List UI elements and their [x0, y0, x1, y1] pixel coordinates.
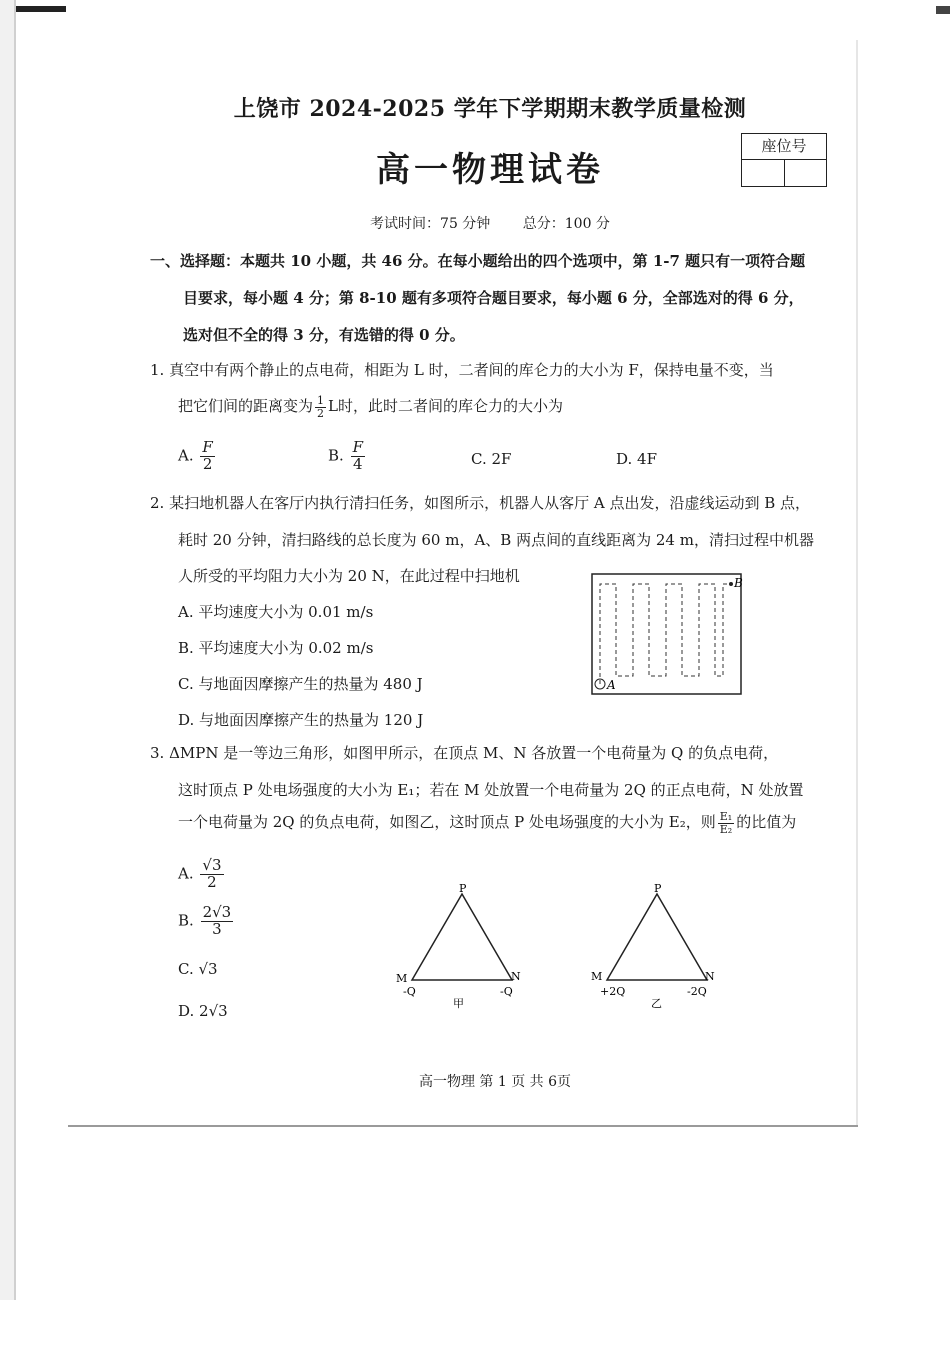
scan-top-mark	[16, 6, 66, 12]
figure-caption: 乙	[651, 997, 662, 1010]
exam-info	[0, 213, 950, 233]
q3-figure-yi	[585, 880, 735, 1010]
vertex-m-label: M	[396, 972, 408, 985]
exam-time: 考试时间：75 分钟	[370, 216, 491, 232]
charge-n-label: -2Q	[687, 985, 707, 998]
scan-right-mark	[936, 6, 950, 14]
q3-stem-line-3: 一个电荷量为 2Q 的负点电荷，如图乙，这时顶点 P 处电场强度的大小为 E₂，则 $\frac{\text{E₁}}{\text{E₂}}$ 的比值为	[178, 810, 797, 836]
q1-option-d: D. 4F	[616, 450, 657, 468]
vertex-m-label: M	[591, 970, 603, 983]
q2-option-b: B. 平均速度大小为 0.02 m/s	[178, 639, 374, 657]
robot-path	[600, 584, 731, 684]
section-instructions-line-1: 一、选择题：本题共 10 小题，共 46 分。在每小题给出的四个选项中，第 1-7 题只有一项符合题	[150, 252, 806, 270]
exam-title: 高一物理试卷	[376, 150, 604, 190]
q3-option-b: B. $\frac{2√3}{3}$	[178, 903, 232, 938]
section-instructions-line-3: 选对但不全的得 3 分，有选错的得 0 分。	[183, 326, 465, 344]
q3-ratio-fraction: $\frac{\text{E₁}}{\text{E₂}}$	[719, 810, 733, 836]
q1-option-c: C. 2F	[471, 450, 512, 468]
page-right-edge	[856, 40, 858, 1125]
point-a-label: A	[607, 678, 616, 692]
q3-option-a: A. $\frac{√3}{2}$	[178, 856, 222, 891]
seat-number-box	[741, 133, 827, 187]
charge-m-label: -Q	[403, 985, 416, 998]
q2-stem-line-1: 2. 某扫地机器人在客厅内执行清扫任务，如图所示，机器人从客厅 A 点出发，沿虚线运动到 B 点，	[150, 494, 811, 512]
q2-stem-line-2: 耗时 20 分钟，清扫路线的总长度为 60 m，A、B 两点间的直线距离为 24 m，清扫过程中机器	[178, 531, 814, 549]
page-bottom-edge	[68, 1125, 858, 1127]
seat-number-cells	[742, 160, 826, 186]
vertex-p-label: P	[459, 882, 467, 895]
q2-robot-path-figure	[590, 572, 744, 697]
charge-m-label: +2Q	[600, 985, 626, 998]
q1-stem-line-2: 把它们间的距离变为 $\frac{1}{2}$ L时，此时二者间的库仑力的大小为	[178, 394, 563, 420]
section-instructions-line-2: 目要求，每小题 4 分；第 8-10 题有多项符合题目要求，每小题 6 分，全部选对的得 6 分，	[183, 289, 804, 307]
q3-figure-jia	[390, 880, 540, 1010]
q1-option-b: B. $\frac{F}{4}$	[328, 438, 363, 473]
vertex-n-label: N	[511, 970, 521, 983]
triangle-mpn	[607, 894, 707, 980]
exam-total: 总分：100 分	[522, 216, 610, 232]
point-b-label: B	[734, 576, 743, 590]
charge-n-label: -Q	[500, 985, 513, 998]
q3-stem-line-1: 3. ΔMPN 是一等边三角形，如图甲所示，在顶点 M、N 各放置一个电荷量为 Q 的负点电荷，	[150, 744, 779, 762]
q2-stem-line-3: 人所受的平均阻力大小为 20 N，在此过程中扫地机	[178, 567, 520, 585]
figure-caption: 甲	[453, 997, 464, 1010]
point-b-dot	[729, 582, 733, 586]
q1-option-a: A. $\frac{F}{2}$	[178, 438, 213, 473]
q2-option-c: C. 与地面因摩擦产生的热量为 480 J	[178, 675, 423, 693]
triangle-mpn	[412, 894, 512, 980]
q2-option-a: A. 平均速度大小为 0.01 m/s	[178, 603, 374, 621]
q2-option-d: D. 与地面因摩擦产生的热量为 120 J	[178, 711, 424, 729]
scan-left-edge	[14, 0, 16, 1300]
seat-number-label: 座位号	[742, 134, 826, 160]
q3-option-d: D. 2√3	[178, 1002, 228, 1020]
q3-stem-line-2: 这时顶点 P 处电场强度的大小为 E₁；若在 M 处放置一个电荷量为 2Q 的正点电荷，N 处放置	[178, 781, 804, 799]
exam-name: 上饶市 2024-2025 学年下学期期末教学质量检测	[233, 96, 747, 122]
vertex-n-label: N	[705, 970, 715, 983]
q1-stem-line-1: 1. 真空中有两个静止的点电荷，相距为 L 时，二者间的库仑力的大小为 F，保持电量不变，当	[150, 361, 774, 379]
page-footer: 高一物理 第 1 页 共 6页	[418, 1074, 572, 1090]
vertex-p-label: P	[654, 882, 662, 895]
q1-half-fraction: $\frac{1}{2}$	[317, 394, 325, 420]
q3-option-c: C. √3	[178, 960, 218, 978]
